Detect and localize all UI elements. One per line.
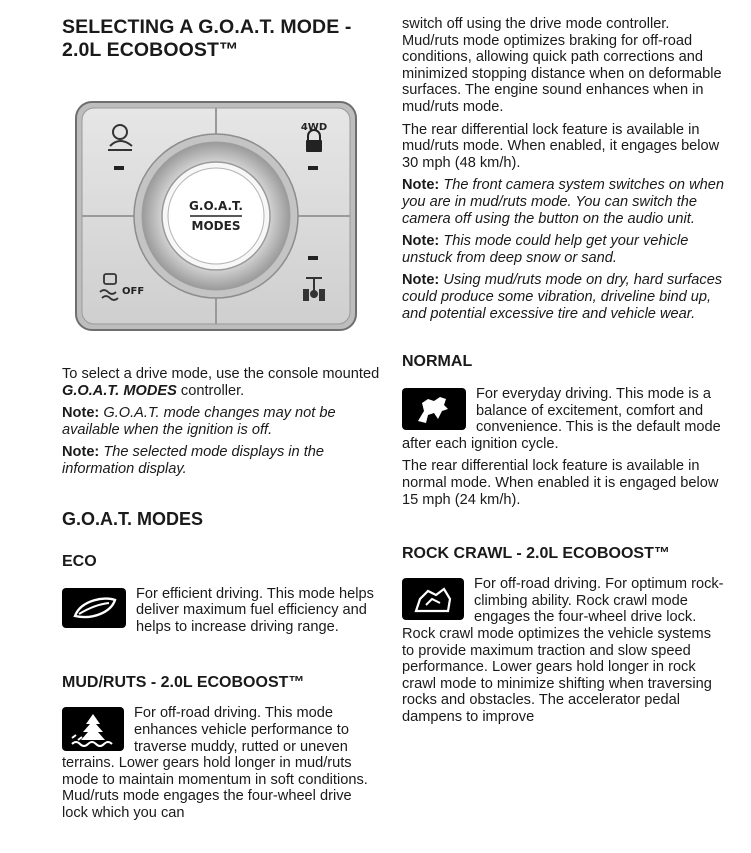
eco-heading: ECO	[62, 552, 97, 570]
note-information-display: Note: The selected mode displays in the information display.	[62, 444, 325, 477]
off-label: OFF	[122, 286, 145, 297]
eco-block	[62, 586, 380, 636]
note-deep-snow: Note: This mode could help get your vehicle unstuck from deep snow or sand.	[402, 233, 689, 266]
section-heading-selecting: SELECTING A G.O.A.T. MODE - 2.0L ECOBOOST™	[62, 16, 352, 61]
normal-differential-text: The rear differential lock feature is available in normal mode. When enabled it is engaged below 15 mph (24 km/h).	[402, 458, 719, 508]
goat-modes-controller-illustration	[74, 100, 358, 332]
right-column	[402, 0, 724, 726]
note-dry-surfaces: Note: Using mud/ruts mode on dry, hard surfaces could produce some vibration, driveline bind up, and potential excessive tire and vehicle wear.	[402, 272, 723, 322]
normal-block	[402, 386, 724, 452]
mud-ruts-heading: MUD/RUTS - 2.0L ECOBOOST™	[62, 674, 305, 692]
dial-label-line2: MODES	[191, 219, 241, 233]
mud-ruts-text: For off-road driving. This mode enhances vehicle performance to traverse muddy, rutted or uneven terrains. Lower gears hold longer in mud/ruts mode to maintain momentum in soft conditions. Mud/ruts mode engages the four-wheel drive lock which you can	[62, 705, 368, 821]
mud-ruts-block	[62, 705, 380, 821]
intro-paragraph: To select a drive mode, use the console mounted G.O.A.T. MODES controller.	[62, 366, 380, 399]
normal-heading: NORMAL	[402, 353, 473, 371]
dial-label-line1: G.O.A.T.	[189, 199, 243, 213]
rock-crawl-heading: ROCK CRAWL - 2.0L ECOBOOST™	[402, 545, 670, 563]
left-column	[62, 0, 380, 822]
bronco-horse-icon	[402, 388, 466, 430]
mud-ruts-continued-text: switch off using the drive mode controller. Mud/ruts mode optimizes braking for off-road conditions, allowing quick path corrections and minimized stopping distance when on deformable surfaces. The engine sound enhances when in mud/ruts mode.	[402, 16, 722, 115]
mud-ruts-icon	[62, 707, 124, 751]
eco-leaf-icon	[62, 588, 126, 628]
rock-crawl-icon	[402, 578, 464, 620]
mud-ruts-differential-text: The rear differential lock feature is available in mud/ruts mode. When enabled, it engages below 30 mph (48 km/h).	[402, 121, 720, 171]
note-front-camera: Note: The front camera system switches on when you are in mud/ruts mode. You can switch the camera off using the button on the audio unit.	[402, 177, 724, 227]
note-ignition: Note: G.O.A.T. mode changes may not be available when the ignition is off.	[62, 405, 336, 438]
rock-crawl-text: For off-road driving. For optimum rock-climbing ability. Rock crawl mode engages the four-wheel drive lock. Rock crawl mode optimizes the vehicle systems to provide maximum traction and slow speed performance. Lower gears hold longer in rock crawl mode to minimize shifting when traversing rocks and obstacles. The accelerator pedal dampens to improve	[402, 576, 724, 725]
four-wd-label: 4WD	[300, 122, 328, 133]
rock-crawl-block	[402, 576, 724, 725]
normal-text: For everyday driving. This mode is a balance of excitement, comfort and convenience. This is the default mode after each ignition cycle.	[402, 386, 721, 452]
goat-modes-heading: G.O.A.T. MODES	[62, 508, 204, 529]
eco-text: For efficient driving. This mode helps deliver maximum fuel efficiency and helps to increase driving range.	[136, 585, 374, 635]
